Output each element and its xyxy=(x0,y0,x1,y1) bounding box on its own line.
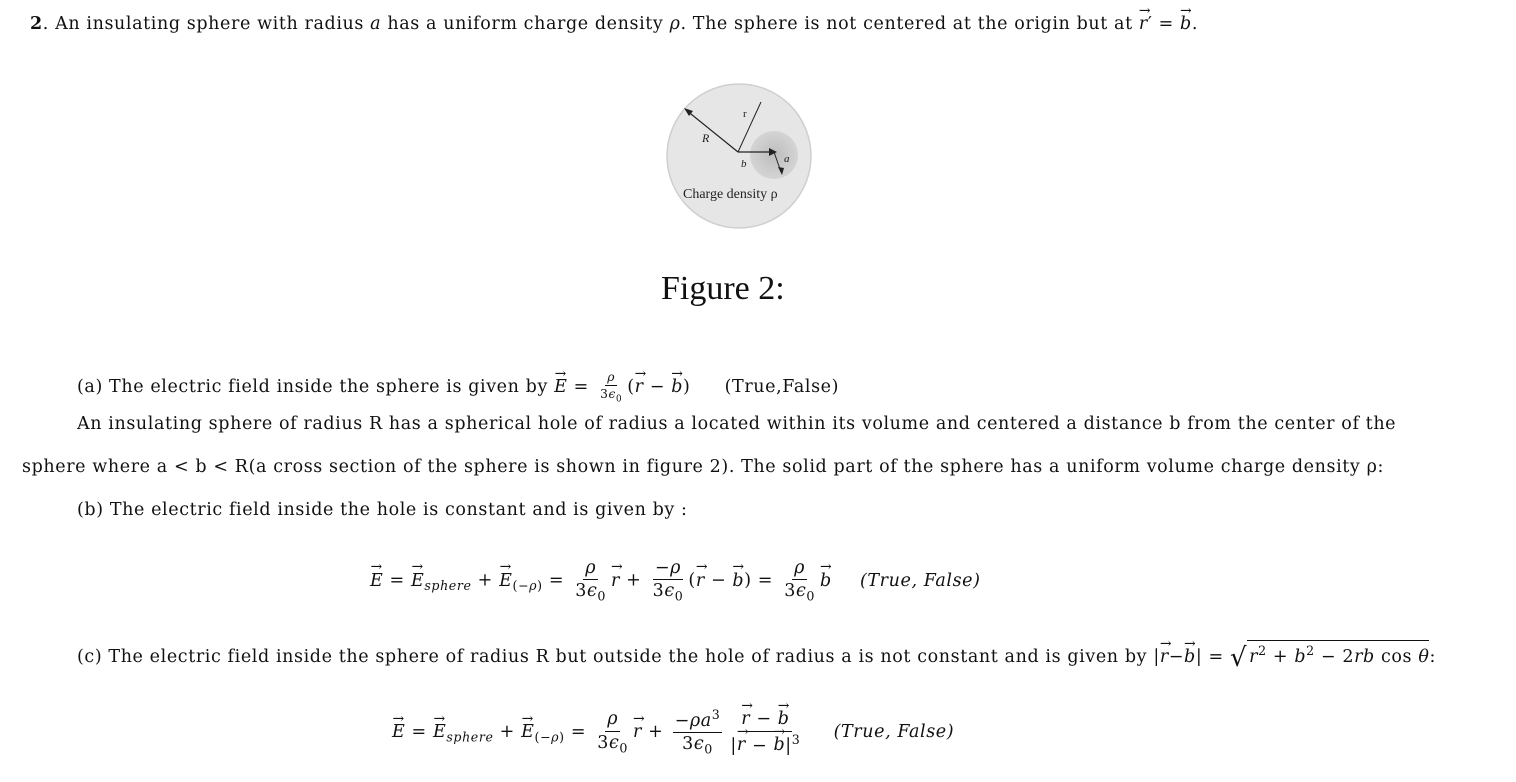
part-a-equation: → E = $\frac{\rho}{3\epsilon_0}$ (→ r − → b) xyxy=(554,377,690,397)
part-c xyxy=(77,640,1436,673)
body-line-2: sphere where a < b < R(a cross section of the sphere is shown in figure 2). The solid part of the sphere has a uniform volume charge density ρ: xyxy=(22,457,1384,477)
part-c-equation: → E = → $E_{sphere}$ + → $E_{(-\rho)}$ = $\frac{\rho}{3\epsilon_0}$ → r + $\frac{-\rho a^3}{3\epsilon_0}$ → $\frac{r - \to b}{|\to r - \to b|^3}$ (True, False) xyxy=(392,708,954,757)
part-b-choices: (True, False) xyxy=(859,570,981,591)
label-a: a xyxy=(784,153,790,165)
body-line-1: An insulating sphere of radius R has a spherical hole of radius a located within its volume and centered a distance b from the center of the xyxy=(77,414,1397,434)
label-r: r xyxy=(743,108,747,120)
hole xyxy=(750,131,798,179)
part-a xyxy=(77,370,839,405)
sphere-figure xyxy=(664,80,816,232)
part-a-choices: (True,False) xyxy=(724,376,840,397)
label-R: R xyxy=(702,131,710,145)
part-b-text: (b) The electric field inside the hole is constant and is given by : xyxy=(77,500,688,520)
problem-number: 2 xyxy=(30,14,43,34)
problem-statement: 2. An insulating sphere with radius a has a uniform charge density ρ. The sphere is not centered at the origin but at → r′ = → b. xyxy=(30,14,1198,34)
figure-caption: Figure 2: xyxy=(661,270,785,307)
part-c-choices: (True, False) xyxy=(833,721,955,742)
part-b-equation: → E = → $E_{sphere}$ + → $E_{(-\rho)}$ = $\frac{\rho}{3\epsilon_0}$ → r + $\frac{-\rho}{3\epsilon_0}$ (→ r − → b) = $\frac{\rho}{3\epsilon_0}$ → b (True, False) xyxy=(370,558,981,604)
part-c-distance-formula: |→ r−→ b| = √ $r^2 + b^2 - 2rb$ cos θ: xyxy=(1153,647,1436,667)
label-charge-density: Charge density ρ xyxy=(683,187,778,202)
label-b: b xyxy=(741,158,747,170)
part-a-text: (a) The electric field inside the sphere is given by xyxy=(77,376,548,397)
part-c-text: (c) The electric field inside the sphere of radius R but outside the hole of radius a is not constant and is given by xyxy=(77,646,1148,667)
